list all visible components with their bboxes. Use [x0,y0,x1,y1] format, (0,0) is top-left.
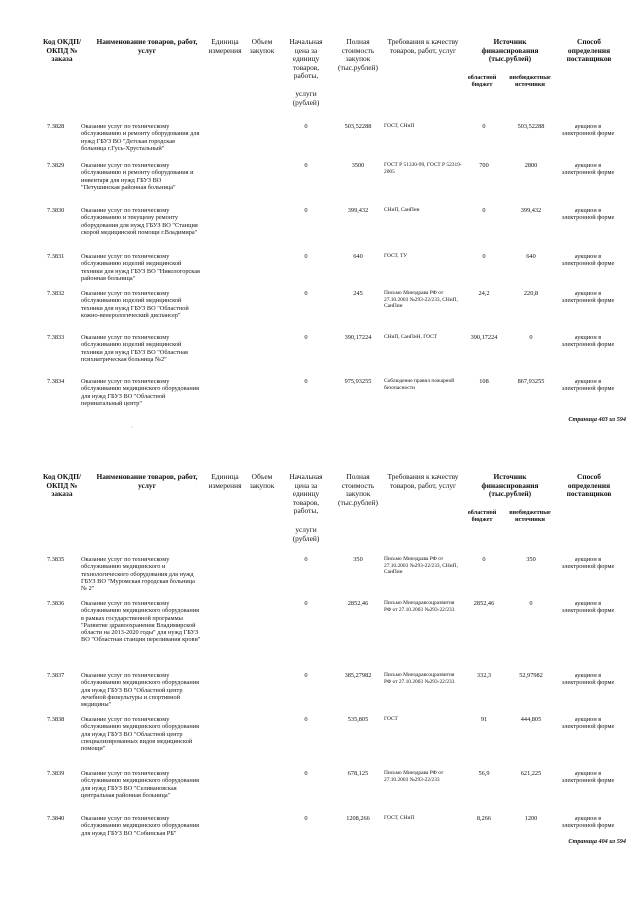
cell-name: Оказание услуг по техническому обслуживанию изделий медицинской техники для нужд ГБУЗ ВО "Областная психиатрическая больница №2" [81,334,188,363]
cell-init: 0 [304,123,308,130]
cell-code: 7.3836 [47,600,65,607]
cell-ext: 444,805 [520,716,542,723]
header-full-cost: Полная стоимость закупок (тыс.рублей) [338,472,378,507]
cell-method: аукцион в электронной форме [561,162,615,177]
cell-ext: 867,93255 [517,378,545,385]
cell-init: 0 [304,815,308,822]
cell-req: Письмо Минздрава РФ от 27.10.2003 №293-22/233, СНиП, СанПин [384,290,458,310]
cell-reg: 2852,46 [473,600,495,607]
header-initial-price-services: услуги (рублей) [292,525,320,543]
cell-init: 0 [304,716,308,723]
cell-ext: 640 [526,253,536,260]
cell-code: 7.3835 [47,556,65,563]
header-code: Код ОКДП/ ОКПД № заказа [42,472,82,499]
cell-method: аукцион в электронной форме [561,770,615,785]
cell-name: Оказание услуг по техническому обслуживанию медицинского оборудования для нужд ГБУЗ ВО "Собинская РБ" [81,815,199,837]
cell-ext: 1200 [524,815,538,822]
cell-init: 0 [304,770,308,777]
cell-req: ГОСТ [384,716,398,722]
cell-name: Оказание услуг по техническому обслуживанию и ремонту оборудования и инвентаря для нужд ГБУЗ ВО "Петушинская районная больница" [81,162,194,191]
cell-code: 7.3838 [47,716,65,723]
header-method: Способ определения поставщиков [566,472,612,499]
cell-req: Соблюдение правил пожарной безопасности [384,378,455,391]
cell-method: аукцион в электронной форме [561,672,615,687]
cell-full: 245 [353,290,363,297]
cell-code: 7.3839 [47,770,65,777]
cell-method: аукцион в электронной форме [561,123,615,138]
header-volume: Объем закупок [249,37,275,55]
header-financing-extra: внебюджетные источники [509,509,551,524]
cell-ext: 503,52288 [517,123,545,130]
cell-req: Письмо Минздравсоцразвития РФ от 27.10.2003 №293-22/233 [384,672,455,685]
header-name: Наименование товаров, работ, услуг [96,472,198,490]
cell-name: Оказание услуг по техническому обслуживанию медицинского оборудования для нужд ГБУЗ ВО "Областной центр специализированных видов медицинской помощи" [81,716,199,753]
page-number: Страница 404 из 594 [568,838,626,845]
cell-full: 3500 [351,162,365,169]
header-unit: Единица измерения [208,472,242,490]
header-initial-price: Начальная цена за единицу товаров, работы, [289,472,323,516]
cell-code: 7.3830 [47,207,65,214]
header-financing-regional: областной бюджет [467,509,497,524]
cell-code: 7.3837 [47,672,65,679]
header-code: Код ОКДП/ ОКПД № заказа [42,37,82,64]
cell-reg: 0 [482,123,486,130]
cell-name: Оказание услуг по техническому обслуживанию изделий медицинской техники для нужд ГБУЗ ВО "Областной кожно-венерологический диспансер" [81,290,189,319]
cell-init: 0 [304,162,308,169]
cell-ext: 621,225 [520,770,542,777]
header-name: Наименование товаров, работ, услуг [96,37,198,55]
cell-reg: 332,3 [476,672,492,679]
cell-reg: 0 [482,253,486,260]
cell-method: аукцион в электронной форме [561,556,615,571]
cell-req: ГОСТ, СНиП [384,815,415,821]
cell-init: 0 [304,556,308,563]
cell-init: 0 [304,290,308,297]
cell-name: Оказание услуг по техническому обслуживанию медицинского оборудования в рамках государственной программы "Развитие здравоохранения Владимирской области на 2013-2020 годы" для нужд ГБУЗ ВО "Областная станция переливания крови" [81,600,201,644]
cell-full: 2852,46 [347,600,369,607]
cell-init: 0 [304,600,308,607]
cell-reg: 8,266 [476,815,492,822]
cell-ext: 220,8 [523,290,539,297]
header-volume: Объем закупок [249,472,275,490]
cell-reg: 0 [482,207,486,214]
cell-full: 640 [353,253,363,260]
cell-init: 0 [304,253,308,260]
cell-name: Оказание услуг по техническому обслуживанию медицинского оборудования для нужд ГБУЗ ВО "Областной центр лечебной физкультуры и спортивной медицины" [81,672,199,709]
cell-full: 1208,266 [346,815,370,822]
cell-req: СНиП, СанПиН, ГОСТ [384,334,438,340]
cell-method: аукцион в электронной форме [561,378,615,393]
cell-req: ГОСТ, СНиП [384,123,415,129]
cell-reg: 24,2 [478,290,490,297]
header-initial-price: Начальная цена за единицу товаров, работы, [289,37,323,81]
cell-ext: 2800 [524,162,538,169]
cell-reg: 56,9 [478,770,490,777]
cell-method: аукцион в электронной форме [561,334,615,349]
cell-code: 7.3834 [47,378,65,385]
cell-init: 0 [304,334,308,341]
cell-req: Письмо Минздравсоцразвития РФ от 27.10.2003 №293-22/233 [384,600,455,613]
cell-reg: 0 [482,556,486,563]
cell-method: аукцион в электронной форме [561,600,615,615]
cell-full: 385,27982 [344,672,372,679]
cell-reg: 108 [479,378,489,385]
cell-init: 0 [304,672,308,679]
cell-ext: 350 [526,556,536,563]
cell-reg: 91 [480,716,488,723]
cell-name: Оказание услуг по техническому обслуживанию медицинского оборудования для нужд ГБУЗ ВО "Селивановская центральная районная больница" [81,770,199,799]
cell-req: СНиП, СанПин [384,207,420,213]
cell-full: 503,52288 [344,123,372,130]
cell-method: аукцион в электронной форме [561,290,615,305]
cell-req: ГОСТ Р 51330-99, ГОСТ Р 52319-2005 [384,162,462,175]
cell-code: 7.3840 [47,815,65,822]
cell-code: 7.3832 [47,290,65,297]
cell-reg: 700 [479,162,489,169]
cell-init: 0 [304,378,308,385]
cell-method: аукцион в электронной форме [561,207,615,222]
cell-full: 390,17224 [344,334,372,341]
cell-code: 7.3833 [47,334,65,341]
header-financing-regional: областной бюджет [467,74,497,89]
cell-ext: 399,432 [520,207,542,214]
cell-name: Оказание услуг по техническому обслуживанию медицинского и технологического оборудования для нужд ГБУЗ ВО "Муромская городская больница № 2" [81,556,195,593]
cell-init: 0 [304,207,308,214]
cell-code: 7.3831 [47,253,65,260]
header-financing: Источник финансирования (тыс.рублей) [481,472,539,499]
cell-reg: 390,17224 [470,334,498,341]
header-financing-extra: внебюджетные источники [509,74,551,89]
header-requirements: Требования к качеству товаров, работ, услуг [387,37,459,55]
cell-req: ГОСТ, ТУ [384,253,408,259]
header-requirements: Требования к качеству товаров, работ, услуг [387,472,459,490]
scan-mark: · [131,425,133,431]
cell-ext: 0 [529,334,533,341]
cell-full: 678,125 [347,770,369,777]
cell-req: Письмо Минздрава РФ от 27.10.2003 №293-22/233 [384,770,444,783]
header-financing: Источник финансирования (тыс.рублей) [481,37,539,64]
header-unit: Единица измерения [208,37,242,55]
cell-method: аукцион в электронной форме [561,815,615,830]
cell-name: Оказание услуг по техническому обслуживанию и текущему ремонту оборудования для нужд ГБУЗ ВО "Станция скорой медицинской помощи г.Владимира" [81,207,198,236]
cell-req: Письмо Минздрава РФ от 27.10.2003 №293-22/233, СНиП, СанПин [384,556,458,576]
cell-full: 975,93255 [344,378,372,385]
cell-full: 535,805 [347,716,369,723]
cell-full: 399,432 [347,207,369,214]
cell-name: Оказание услуг по техническому обслуживанию медицинского оборудования для нужд ГБУЗ ВО "Областной перинатальный центр" [81,378,199,407]
cell-name: Оказание услуг по техническому обслуживанию изделий медицинской техники для нужд ГБУЗ ВО "Никологорская районная больница" [81,253,200,282]
cell-ext: 52,97982 [519,672,543,679]
cell-method: аукцион в электронной форме [561,716,615,731]
header-full-cost: Полная стоимость закупок (тыс.рублей) [338,37,378,72]
cell-ext: 0 [529,600,533,607]
cell-name: Оказание услуг по техническому обслуживанию и ремонту оборудования для нужд ГБУЗ ВО "Детская городская больница г.Гусь-Хрустальный" [81,123,200,152]
page-number: Страница 403 из 594 [568,416,626,423]
cell-full: 350 [353,556,363,563]
cell-code: 7.3828 [47,123,65,130]
cell-method: аукцион в электронной форме [561,253,615,268]
cell-code: 7.3829 [47,162,65,169]
header-method: Способ определения поставщиков [566,37,612,64]
header-initial-price-services: услуги (рублей) [292,89,320,107]
